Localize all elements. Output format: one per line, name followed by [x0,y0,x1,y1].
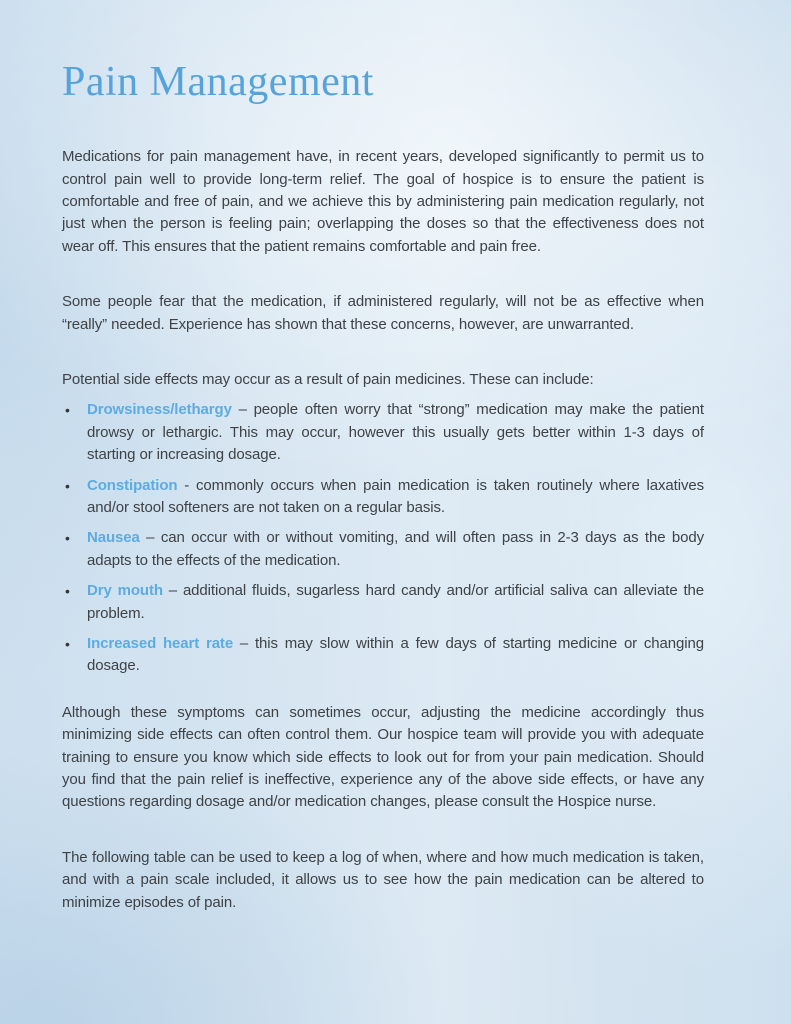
paragraph-management: Although these symptoms can sometimes occur, adjusting the medicine accordingly thus minimizing side effects can often control them. Our hospice team will provide you with adequate training to ensure you know which side effects to look out for from your pain medication. Should you find that the pain relief is ineffective, experience any of the above side effects, or have any questions regarding dosage and/or medication changes, please consult the Hospice nurse. [62,703,704,811]
side-effect-term: Drowsiness/lethargy [87,401,232,419]
bullet-icon: • [65,477,70,494]
paragraph-log-table-note: The following table can be used to keep a log of when, where and how much medication is taken, and with a pain scale included, it allows us to see how the pain medication can be altered to minimize episodes of pain. [62,848,704,911]
side-effect-term: Nausea [87,529,140,547]
term-separator: – [162,582,183,600]
side-effect-term: Constipation [87,476,178,494]
list-item-nausea [62,527,704,572]
side-effect-description: this may slow within a few days of starting medicine or changing dosage. [87,635,704,675]
paragraph-side-effects-intro: Potential side effects may occur as a result of pain medicines. These can include: [62,370,594,388]
term-separator: – [231,401,254,419]
side-effect-term: Increased heart rate [87,635,234,652]
side-effect-description: people often worry that “strong” medication may make the patient drowsy or lethargic. This may occur, however this usually gets better within 1-3 days of starting or increasing dosage. [87,401,704,464]
page-title: Pain Management [62,59,374,105]
bullet-icon: • [65,530,70,547]
side-effect-description: commonly occurs when pain medication is taken routinely where laxatives and/or stool softeners are not taken on a regular basis. [87,476,705,516]
list-item-constipation [62,475,704,520]
side-effect-description: additional fluids, sugarless hard candy and/or artificial saliva can alleviate the problem. [87,582,704,622]
term-separator: – [233,635,255,652]
paragraph-intro: Medications for pain management have, in recent years, developed significantly to permit us to control pain well to provide long-term relief. The goal of hospice is to ensure the patient is comfortable and free of pain, and we achieve this by administering pain medication regularly, not just when the person is feeling pain; overlapping the doses so that the effectiveness does not wear off. This ensures that the patient remains comfortable and pain free. [62,148,704,255]
bullet-icon: • [65,402,70,419]
side-effects-list [62,399,704,677]
list-item-drowsiness [62,399,704,466]
term-separator: – [139,529,161,547]
term-separator: - [177,476,197,494]
side-effect-term: Dry mouth [87,582,163,600]
list-item-increased-heart-rate [62,633,704,678]
bullet-icon: • [65,583,70,600]
paragraph-fear: Some people fear that the medication, if administered regularly, will not be as effective when “really” needed. Experience has shown that these concerns, however, are unwarranted. [62,293,704,333]
bullet-icon: • [65,636,70,652]
side-effect-description: can occur with or without vomiting, and will often pass in 2-3 days as the body adapts to the effects of the medication. [87,529,704,569]
list-item-dry-mouth [62,580,704,625]
